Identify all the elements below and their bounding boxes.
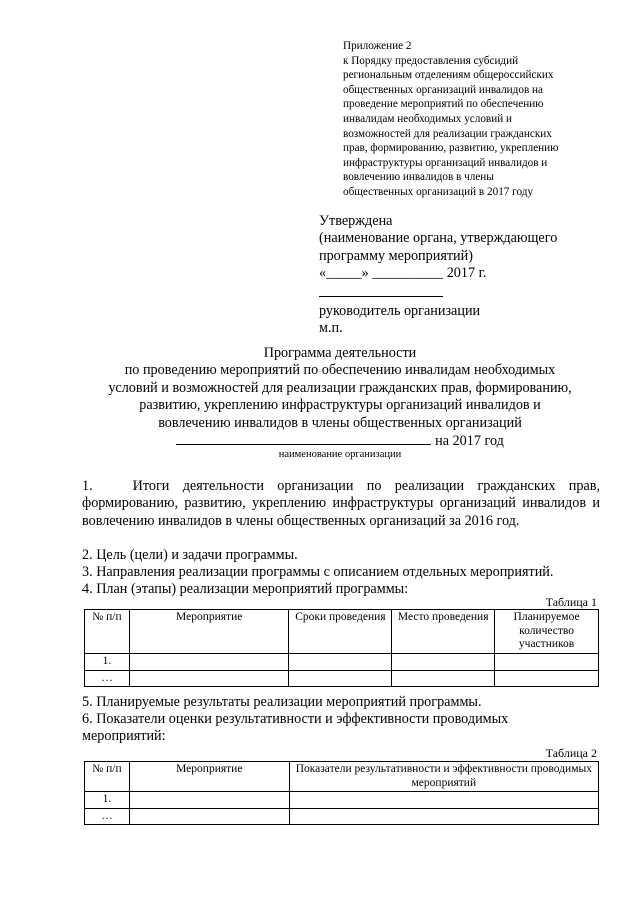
item-2: 2. Цель (цели) и задачи программы. bbox=[82, 547, 298, 563]
program-title-block bbox=[80, 345, 600, 450]
item-3: 3. Направления реализации программы с описанием отдельных мероприятий. bbox=[82, 564, 554, 580]
organization-name-blank bbox=[176, 432, 431, 445]
appendix-block bbox=[343, 39, 603, 200]
organization-head: руководитель организации bbox=[319, 302, 481, 319]
table-cell bbox=[129, 808, 289, 825]
appendix-line: инфраструктуры организаций инвалидов и bbox=[343, 156, 548, 169]
item-1: 1. Итоги деятельности организации по реализации гражданских прав, формированию, развитию, укреплению инфраструктуры организаций инвалидов и вовлечению инвалидов в члены общественных организаций за 2016 год. bbox=[82, 478, 600, 529]
table-2-caption: Таблица 2 bbox=[545, 746, 597, 760]
table-1 bbox=[84, 609, 599, 687]
appendix-line: проведение мероприятий по обеспечению bbox=[343, 98, 544, 111]
program-title-line: по проведению мероприятий по обеспечению инвалидам необходимых bbox=[124, 362, 556, 379]
table-row bbox=[85, 670, 599, 687]
table-header-cell: № п/п bbox=[85, 610, 130, 654]
table-cell bbox=[129, 792, 289, 809]
table-cell: 1. bbox=[85, 792, 130, 809]
appendix-line: возможностей для реализации гражданских bbox=[343, 127, 552, 140]
organization-name-caption: наименование организации bbox=[278, 449, 402, 460]
table-header-cell: Мероприятие bbox=[129, 610, 289, 654]
appendix-line: вовлечению инвалидов в члены bbox=[343, 171, 494, 184]
table-header-cell: № п/п bbox=[85, 762, 130, 792]
program-title-line: условий и возможностей для реализации гражданских прав, формированию, bbox=[108, 379, 572, 396]
approved-label: Утверждена bbox=[319, 213, 393, 229]
signature-line bbox=[319, 283, 443, 297]
table-header-row bbox=[85, 610, 599, 654]
table-cell bbox=[289, 808, 598, 825]
appendix-line: прав, формированию, развитию, укреплению bbox=[343, 142, 559, 155]
approving-organ-line-1: (наименование органа, утверждающего bbox=[319, 230, 558, 247]
approving-organ-line-2: программу мероприятий) bbox=[319, 247, 473, 264]
appendix-line: региональным отделениям общероссийских bbox=[343, 69, 554, 82]
table-header-cell: Сроки проведения bbox=[289, 610, 392, 654]
table-cell: 1. bbox=[85, 654, 130, 671]
approval-date: «_____» __________ 2017 г. bbox=[319, 265, 487, 282]
table-cell bbox=[289, 792, 598, 809]
item-5: 5. Планируемые результаты реализации мероприятий программы. bbox=[82, 694, 482, 710]
table-row bbox=[85, 808, 599, 825]
program-title-line: вовлечению инвалидов в члены общественных организаций bbox=[158, 414, 522, 431]
table-cell bbox=[289, 670, 392, 687]
table-cell bbox=[129, 670, 289, 687]
program-title-line: развитию, укреплению инфраструктуры организаций инвалидов и bbox=[139, 397, 541, 414]
appendix-line: общественных организаций в 2017 году bbox=[343, 185, 534, 198]
table-cell bbox=[392, 654, 495, 671]
table-cell: … bbox=[85, 670, 130, 687]
table-cell bbox=[495, 654, 599, 671]
table-cell bbox=[129, 654, 289, 671]
program-title: Программа деятельности bbox=[263, 345, 417, 361]
table-1-caption: Таблица 1 bbox=[545, 595, 597, 609]
table-header-cell: Планируемое количество участников bbox=[495, 610, 599, 654]
table-header-cell: Место проведения bbox=[392, 610, 495, 654]
table-header-row bbox=[85, 762, 599, 792]
table-cell bbox=[495, 670, 599, 687]
item-4: 4. План (этапы) реализации мероприятий программы: bbox=[82, 581, 409, 597]
table-header-cell: Показатели результативности и эффективности проводимых мероприятий bbox=[289, 762, 598, 792]
table-cell: … bbox=[85, 808, 130, 825]
table-2 bbox=[84, 761, 599, 825]
organization-name-line bbox=[80, 432, 600, 450]
item-6: 6. Показатели оценки результативности и эффективности проводимых мероприятий: bbox=[82, 711, 509, 745]
table-header-cell: Мероприятие bbox=[129, 762, 289, 792]
table-cell bbox=[289, 654, 392, 671]
program-year: на 2017 год bbox=[435, 433, 504, 450]
appendix-line: Приложение 2 bbox=[343, 40, 412, 52]
stamp-place: м.п. bbox=[319, 319, 343, 336]
appendix-line: общественных организаций инвалидов на bbox=[343, 83, 543, 96]
table-cell bbox=[392, 670, 495, 687]
table-row bbox=[85, 654, 599, 671]
appendix-line: к Порядку предоставления субсидий bbox=[343, 54, 519, 67]
appendix-line: инвалидам необходимых условий и bbox=[343, 112, 512, 125]
approval-block bbox=[319, 213, 619, 337]
table-row bbox=[85, 792, 599, 809]
